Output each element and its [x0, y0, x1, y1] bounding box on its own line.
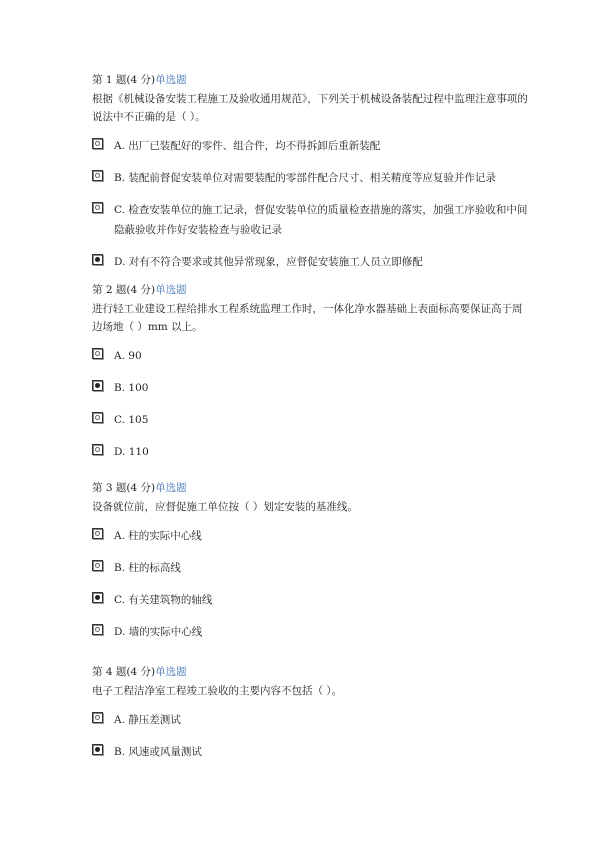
question-type: 单选题	[155, 666, 187, 678]
option-label: D. 110	[114, 446, 149, 458]
radio-button-icon[interactable]	[92, 624, 103, 635]
question-number: 第 2 题(4 分)	[92, 284, 156, 296]
option-a[interactable]	[92, 526, 532, 546]
option-label: C. 检查安装单位的施工记录，督促安装单位的质量检查措施的落实，加强工序验收和中间隐蔽验收并作好安装检查与验收记录	[114, 204, 528, 236]
question-type: 单选题	[155, 482, 187, 494]
radio-button-icon[interactable]	[92, 348, 103, 359]
option-b[interactable]	[92, 168, 532, 188]
question-type: 单选题	[155, 284, 187, 296]
question-number: 第 1 题(4 分)	[92, 74, 156, 86]
option-label: B. 装配前督促安装单位对需要装配的零部件配合尺寸、相关精度等应复验并作记录	[114, 172, 496, 184]
option-b[interactable]	[92, 378, 532, 398]
quiz-page	[92, 72, 532, 776]
option-c[interactable]	[92, 410, 532, 430]
option-b[interactable]	[92, 742, 532, 762]
radio-button-icon[interactable]	[92, 138, 103, 149]
radio-button-checked-icon[interactable]	[92, 254, 103, 265]
option-c[interactable]	[92, 200, 532, 240]
question-stem: 根据《机械设备安装工程施工及验收通用规范》，下列关于机械设备装配过程中监理注意事项的说法中不正确的是（ ）。	[92, 93, 528, 123]
question-header	[92, 480, 532, 497]
option-label: A. 90	[114, 350, 142, 362]
option-a[interactable]	[92, 346, 532, 366]
question-2	[92, 282, 532, 466]
radio-button-checked-icon[interactable]	[92, 592, 103, 603]
option-label: D. 对有不符合要求或其他异常现象，应督促安装施工人员立即修配	[114, 256, 423, 268]
option-label: A. 静压差测试	[114, 714, 181, 726]
question-number: 第 3 题(4 分)	[92, 482, 156, 494]
radio-button-icon[interactable]	[92, 170, 103, 181]
radio-button-icon[interactable]	[92, 528, 103, 539]
question-type: 单选题	[155, 74, 187, 86]
option-label: D. 墙的实际中心线	[114, 626, 203, 638]
option-b[interactable]	[92, 558, 532, 578]
radio-button-checked-icon[interactable]	[92, 744, 103, 755]
question-header	[92, 72, 532, 89]
option-label: C. 105	[114, 414, 149, 426]
option-label: C. 有关建筑物的轴线	[114, 594, 213, 606]
option-c[interactable]	[92, 590, 532, 610]
option-label: B. 100	[114, 382, 149, 394]
option-label: A. 柱的实际中心线	[114, 530, 202, 542]
option-d[interactable]	[92, 622, 532, 642]
question-header	[92, 664, 532, 681]
question-stem: 设备就位前，应督促施工单位按（ ）划定安装的基准线。	[92, 501, 358, 513]
option-label: A. 出厂已装配好的零件、组合件，均不得拆卸后重新装配	[114, 140, 381, 152]
question-header	[92, 282, 532, 299]
radio-button-icon[interactable]	[92, 444, 103, 455]
option-d[interactable]	[92, 252, 532, 272]
option-a[interactable]	[92, 136, 532, 156]
question-4	[92, 664, 532, 762]
question-3	[92, 480, 532, 650]
question-stem: 电子工程洁净室工程竣工验收的主要内容不包括（ ）。	[92, 685, 343, 697]
radio-button-icon[interactable]	[92, 712, 103, 723]
radio-button-icon[interactable]	[92, 412, 103, 423]
radio-button-icon[interactable]	[92, 560, 103, 571]
option-label: B. 柱的标高线	[114, 562, 181, 574]
option-a[interactable]	[92, 710, 532, 730]
option-d[interactable]	[92, 442, 532, 462]
question-stem: 进行轻工业建设工程给排水工程系统监理工作时，一体化净水器基础上表面标高要保证高于周边场地（ ）mm 以上。	[92, 303, 523, 333]
option-label: B. 风速或风量测试	[114, 746, 202, 758]
question-1	[92, 72, 532, 268]
radio-button-icon[interactable]	[92, 202, 103, 213]
radio-button-checked-icon[interactable]	[92, 380, 103, 391]
question-number: 第 4 题(4 分)	[92, 666, 156, 678]
